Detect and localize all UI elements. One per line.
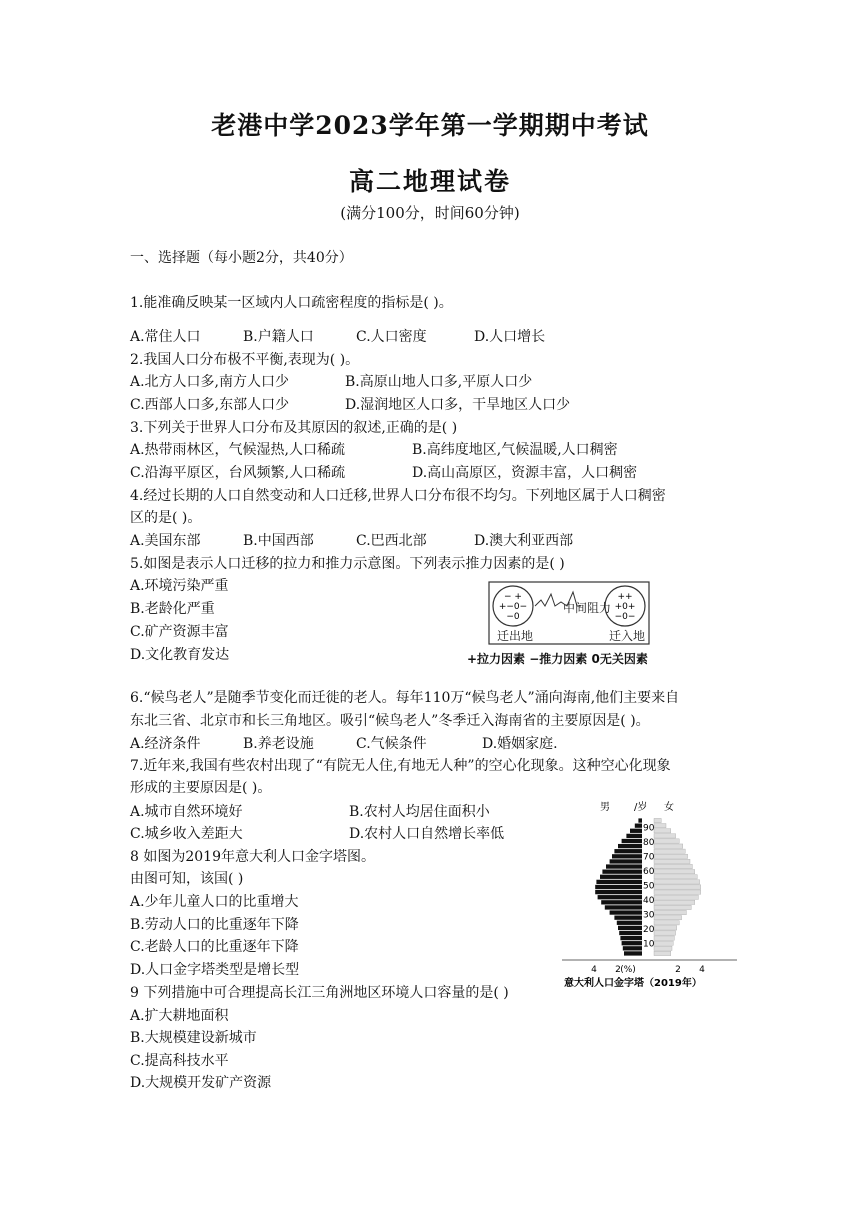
male-label: 男 xyxy=(600,802,610,813)
svg-text:−0−: −0− xyxy=(614,612,636,622)
question-stem-cont: 东北三省、北京市和长三角地区。吸引“候鸟老人”冬季迁入海南省的主要原因是( )。 xyxy=(130,713,650,729)
male-bar xyxy=(618,844,642,848)
female-bar xyxy=(654,885,701,889)
female-bar xyxy=(654,910,686,914)
male-bar xyxy=(618,926,642,930)
question-stem: 8 如图为2019年意大利人口金字塔图。 xyxy=(130,849,375,865)
option-b: B.高原山地人口多,平原人口少 xyxy=(345,374,533,390)
origin-label: 迁出地 xyxy=(496,629,534,643)
option-a: A.美国东部 xyxy=(130,533,201,549)
male-bar xyxy=(624,951,642,955)
male-bar xyxy=(623,946,642,950)
male-bar xyxy=(595,890,642,894)
question-stem-cont: 区的是( )。 xyxy=(130,510,202,526)
option-b: B.劳动人口的比重逐年下降 xyxy=(130,917,299,933)
female-bar xyxy=(654,931,676,935)
exam-title: 老港中学2023学年第一学期期中考试 xyxy=(211,111,649,140)
age-tick: 60 xyxy=(643,867,655,878)
question-stem: 9 下列措施中可合理提高长江三角洲地区环境人口容量的是( ) xyxy=(130,985,509,1001)
question-stem: 3.下列关于世界人口分布及其原因的叙述,正确的是( ) xyxy=(130,420,458,436)
female-bar xyxy=(654,839,679,843)
female-bar xyxy=(654,834,676,838)
female-bar xyxy=(654,844,683,848)
option-b: B.高纬度地区,气候温暖,人口稠密 xyxy=(412,442,618,458)
female-bar xyxy=(654,916,682,920)
option-d: D.婚姻家庭. xyxy=(482,736,558,752)
option-d: D.人口金字塔类型是增长型 xyxy=(130,962,300,978)
option-c: C.西部人口多,东部人口少 xyxy=(130,397,290,413)
female-bar xyxy=(654,870,695,874)
option-a: A.常住人口 xyxy=(130,329,201,345)
female-label: 女 xyxy=(664,802,674,813)
male-bar xyxy=(601,900,642,904)
question-stem: 5.如图是表示人口迁移的拉力和推力示意图。下列表示推力因素的是( ) xyxy=(130,556,565,572)
female-bar xyxy=(654,921,679,925)
destination-label: 迁入地 xyxy=(608,629,646,643)
option-d: D.高山高原区，资源丰富，人口稠密 xyxy=(412,465,638,481)
female-bar xyxy=(654,905,691,909)
female-bar xyxy=(654,951,671,955)
male-bar xyxy=(635,824,642,828)
option-a: A.经济条件 xyxy=(130,736,201,752)
option-c: C.沿海平原区，台风频繁,人口稀疏 xyxy=(130,465,346,481)
age-tick: 90 xyxy=(643,823,655,834)
male-bar xyxy=(596,880,642,884)
option-b: B.老龄化严重 xyxy=(130,601,215,617)
option-a: A.热带雨林区，气候湿热,人口稀疏 xyxy=(130,442,346,458)
option-c: C.矿产资源丰富 xyxy=(130,624,229,640)
option-b: B.农村人均居住面积小 xyxy=(349,804,490,820)
female-bar xyxy=(654,854,688,858)
option-d: D.湿润地区人口多，干旱地区人口少 xyxy=(345,397,571,413)
x-tick: 2 xyxy=(615,965,621,975)
male-bar xyxy=(620,936,642,940)
option-a: A.城市自然环境好 xyxy=(130,804,243,820)
option-d: D.澳大利亚西部 xyxy=(474,533,574,549)
age-tick: 50 xyxy=(643,881,655,892)
male-bar xyxy=(602,870,642,874)
mid-resistance-label: 中间阻力 xyxy=(563,601,612,615)
male-bar xyxy=(600,875,642,879)
option-a: A.北方人口多,南方人口少 xyxy=(130,374,290,390)
x-tick: 4 xyxy=(591,965,597,975)
female-bar xyxy=(654,946,672,950)
question-stem: 2.我国人口分布极不平衡,表现为( )。 xyxy=(130,352,360,368)
male-bar xyxy=(638,818,642,822)
svg-text:++: ++ xyxy=(617,592,633,602)
question-stem-cont: 由图可知，该国( ) xyxy=(130,871,244,887)
question-stem: 4.经过长期的人口自然变动和人口迁移,世界人口分布很不均匀。下列地区属于人口稠密 xyxy=(130,488,666,504)
age-tick: 30 xyxy=(643,910,655,921)
option-b: B.大规模建设新城市 xyxy=(130,1030,257,1046)
male-bar xyxy=(606,864,642,868)
male-bar xyxy=(630,829,642,833)
option-d: D.大规模开发矿产资源 xyxy=(130,1075,272,1091)
option-c: C.城乡收入差距大 xyxy=(130,826,243,842)
option-b: B.中国西部 xyxy=(243,533,314,549)
female-bar xyxy=(654,926,677,930)
female-bar xyxy=(654,875,697,879)
female-bar xyxy=(654,880,700,884)
pyramid-caption: 意大利人口金字塔（2019年） xyxy=(564,978,702,989)
option-c: C.提高科技水平 xyxy=(130,1053,229,1069)
male-bar xyxy=(617,921,642,925)
male-bar xyxy=(622,941,642,945)
x-tick: 2 xyxy=(675,965,681,975)
female-bar xyxy=(654,859,690,863)
male-bar xyxy=(622,839,642,843)
svg-text:+−0−: +−0− xyxy=(498,602,528,612)
female-bar xyxy=(654,890,701,894)
male-bar xyxy=(610,859,642,863)
female-bar xyxy=(654,895,698,899)
population-pyramid xyxy=(562,798,742,1002)
female-bar xyxy=(654,936,674,940)
svg-text:+0+: +0+ xyxy=(614,602,636,612)
female-bar xyxy=(654,900,695,904)
female-bar xyxy=(654,849,685,853)
age-tick: 70 xyxy=(643,852,655,863)
male-bar xyxy=(605,905,642,909)
age-tick: 20 xyxy=(643,925,655,936)
female-bar xyxy=(654,824,666,828)
male-bar xyxy=(610,910,642,914)
exam-note: (满分100分，时间60分钟) xyxy=(340,204,520,222)
male-bar xyxy=(626,834,642,838)
male-bar xyxy=(612,854,642,858)
migration-legend: +拉力因素 −推力因素 0无关因素 xyxy=(467,652,648,666)
question-stem: 1.能准确反映某一区域内人口疏密程度的指标是( )。 xyxy=(130,295,453,311)
option-a: A.少年儿童人口的比重增大 xyxy=(130,894,299,910)
age-tick: 10 xyxy=(643,939,655,950)
question-stem: 6.“候鸟老人”是随季节变化而迁徙的老人。每年110万“候鸟老人”涌向海南,他们主要来自 xyxy=(130,690,680,706)
exam-subtitle: 高二地理试卷 xyxy=(348,167,511,196)
female-bar xyxy=(654,829,671,833)
female-bar xyxy=(654,941,673,945)
x-tick: 4 xyxy=(699,965,705,975)
male-bar xyxy=(614,916,642,920)
option-c: C.气候条件 xyxy=(356,736,427,752)
male-bar xyxy=(619,931,642,935)
option-b: B.户籍人口 xyxy=(243,329,314,345)
svg-text:− +: − + xyxy=(504,592,522,602)
option-d: D.文化教育发达 xyxy=(130,647,230,663)
option-d: D.农村人口自然增长率低 xyxy=(349,826,505,842)
option-a: A.环境污染严重 xyxy=(130,578,229,594)
age-tick: 80 xyxy=(643,838,655,849)
option-c: C.巴西北部 xyxy=(356,533,427,549)
option-a: A.扩大耕地面积 xyxy=(130,1008,229,1024)
age-tick: 40 xyxy=(643,896,655,907)
migration-diagram xyxy=(467,580,667,674)
male-bar xyxy=(598,895,642,899)
male-bar xyxy=(595,885,642,889)
female-bar xyxy=(654,818,661,822)
question-stem: 7.近年来,我国有些农村出现了“有院无人住,有地无人种”的空心化现象。这种空心化现象 xyxy=(130,758,671,774)
option-b: B.养老设施 xyxy=(243,736,314,752)
x-tick: (%) xyxy=(620,965,636,975)
option-d: D.人口增长 xyxy=(474,329,546,345)
male-bar xyxy=(614,849,642,853)
option-c: C.人口密度 xyxy=(356,329,427,345)
section-heading: 一、选择题（每小题2分，共40分） xyxy=(130,250,353,266)
svg-text:−0: −0 xyxy=(506,612,520,622)
question-stem-cont: 形成的主要原因是( )。 xyxy=(130,780,272,796)
option-c: C.老龄人口的比重逐年下降 xyxy=(130,939,299,955)
age-unit-label: /岁 xyxy=(634,802,648,813)
female-bar xyxy=(654,864,692,868)
